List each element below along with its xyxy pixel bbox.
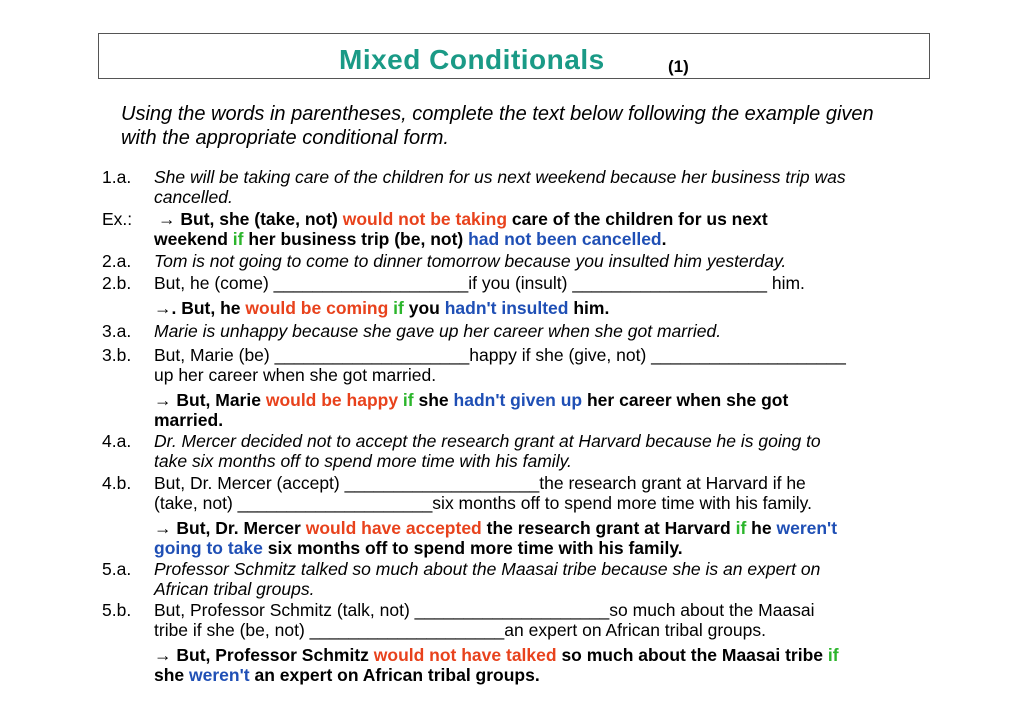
answer-condition: hadn't insulted (444, 298, 569, 318)
item-sentence: Professor Schmitz talked so much about the Maasai tribe because she is an expert on (154, 559, 821, 579)
page-title: Mixed Conditionals (339, 44, 605, 75)
answer-verb: would not be taking (342, 209, 508, 229)
item-label: 4.b. (102, 473, 132, 493)
answer-text: him. (568, 298, 610, 318)
answer-text: you (403, 298, 445, 318)
example-text: → But, she (take, not) (158, 209, 343, 229)
answer-text: →. But, he (154, 298, 246, 318)
answer-text: the research grant at Harvard (481, 518, 736, 538)
answer-if: if (232, 229, 244, 249)
item-label: 5.a. (102, 559, 132, 579)
answer-if: if (735, 518, 747, 538)
instructions (121, 102, 971, 150)
example-text: care of the children for us next (507, 209, 768, 229)
answer-verb: would be coming (245, 298, 389, 318)
example-text: weekend (154, 229, 233, 249)
exercise-sentence: But, Professor Schmitz (talk, not) ____________________so much about the Maasai (154, 600, 815, 620)
answer-text: so much about the Maasai tribe (556, 645, 828, 665)
item-sentence: take six months off to spend more time with his family. (154, 451, 572, 471)
exercise-sentence: But, Marie (be) ____________________happy if she (give, not) ____________________ (154, 345, 846, 365)
item-label: 3.a. (102, 321, 132, 341)
instructions-line-2: with the appropriate conditional form. (121, 127, 449, 149)
answer-text: her career when she got (582, 390, 789, 410)
item-label: Ex.: (102, 209, 133, 229)
answer-if: if (827, 645, 839, 665)
exercise-sentence: But, Dr. Mercer (accept) ____________________the research grant at Harvard if he (154, 473, 806, 493)
item-label: 3.b. (102, 345, 132, 365)
answer-text: six months off to spend more time with his family. (262, 538, 683, 558)
item-sentence: Tom is not going to come to dinner tomorrow because you insulted him yesterday. (154, 251, 787, 271)
answer-verb: would not have talked (373, 645, 557, 665)
example-text: . (661, 229, 667, 249)
answer-condition: had not been cancelled (468, 229, 662, 249)
item-sentence: African tribal groups. (154, 579, 315, 599)
item-sentence: Marie is unhappy because she gave up her career when she got married. (154, 321, 722, 341)
answer-text: he (746, 518, 777, 538)
item-label: 5.b. (102, 600, 132, 620)
answer-text: she (154, 665, 190, 685)
answer-verb: would be happy (265, 390, 399, 410)
answer-if: if (388, 298, 404, 318)
item-sentence: cancelled. (154, 187, 233, 207)
instructions-line-1: Using the words in parentheses, complete the text below following the example given (121, 103, 874, 125)
item-label: 2.b. (102, 273, 132, 293)
exercise-sentence: But, he (come) ____________________if you (insult) ____________________ him. (154, 273, 805, 293)
item-label: 2.a. (102, 251, 132, 271)
item-sentence: Dr. Mercer decided not to accept the research grant at Harvard because he is going to (154, 431, 821, 451)
example-text: her business trip (be, not) (243, 229, 469, 249)
exercise-sentence: (take, not) ____________________six months off to spend more time with his family. (154, 493, 812, 513)
answer-if: if (398, 390, 414, 410)
answer-text: an expert on African tribal groups. (249, 665, 540, 685)
answer-condition: weren't (189, 665, 250, 685)
exercise-sentence: tribe if she (be, not) ____________________an expert on African tribal groups. (154, 620, 766, 640)
item-label: 4.a. (102, 431, 132, 451)
exercise-sentence: up her career when she got married. (154, 365, 437, 385)
answer-text: married. (154, 410, 224, 430)
answer-condition: hadn't given up (453, 390, 583, 410)
answer-condition: going to take (154, 538, 263, 558)
answer-condition: weren't (776, 518, 838, 538)
item-sentence: She will be taking care of the children for us next weekend because her business trip was (154, 167, 846, 187)
answer-text: → But, Dr. Mercer (154, 518, 306, 538)
answer-text: → But, Professor Schmitz (154, 645, 374, 665)
answer-text: she (413, 390, 454, 410)
page-number: (1) (668, 57, 689, 76)
answer-text: → But, Marie (154, 390, 266, 410)
answer-verb: would have accepted (305, 518, 482, 538)
item-label: 1.a. (102, 167, 132, 187)
